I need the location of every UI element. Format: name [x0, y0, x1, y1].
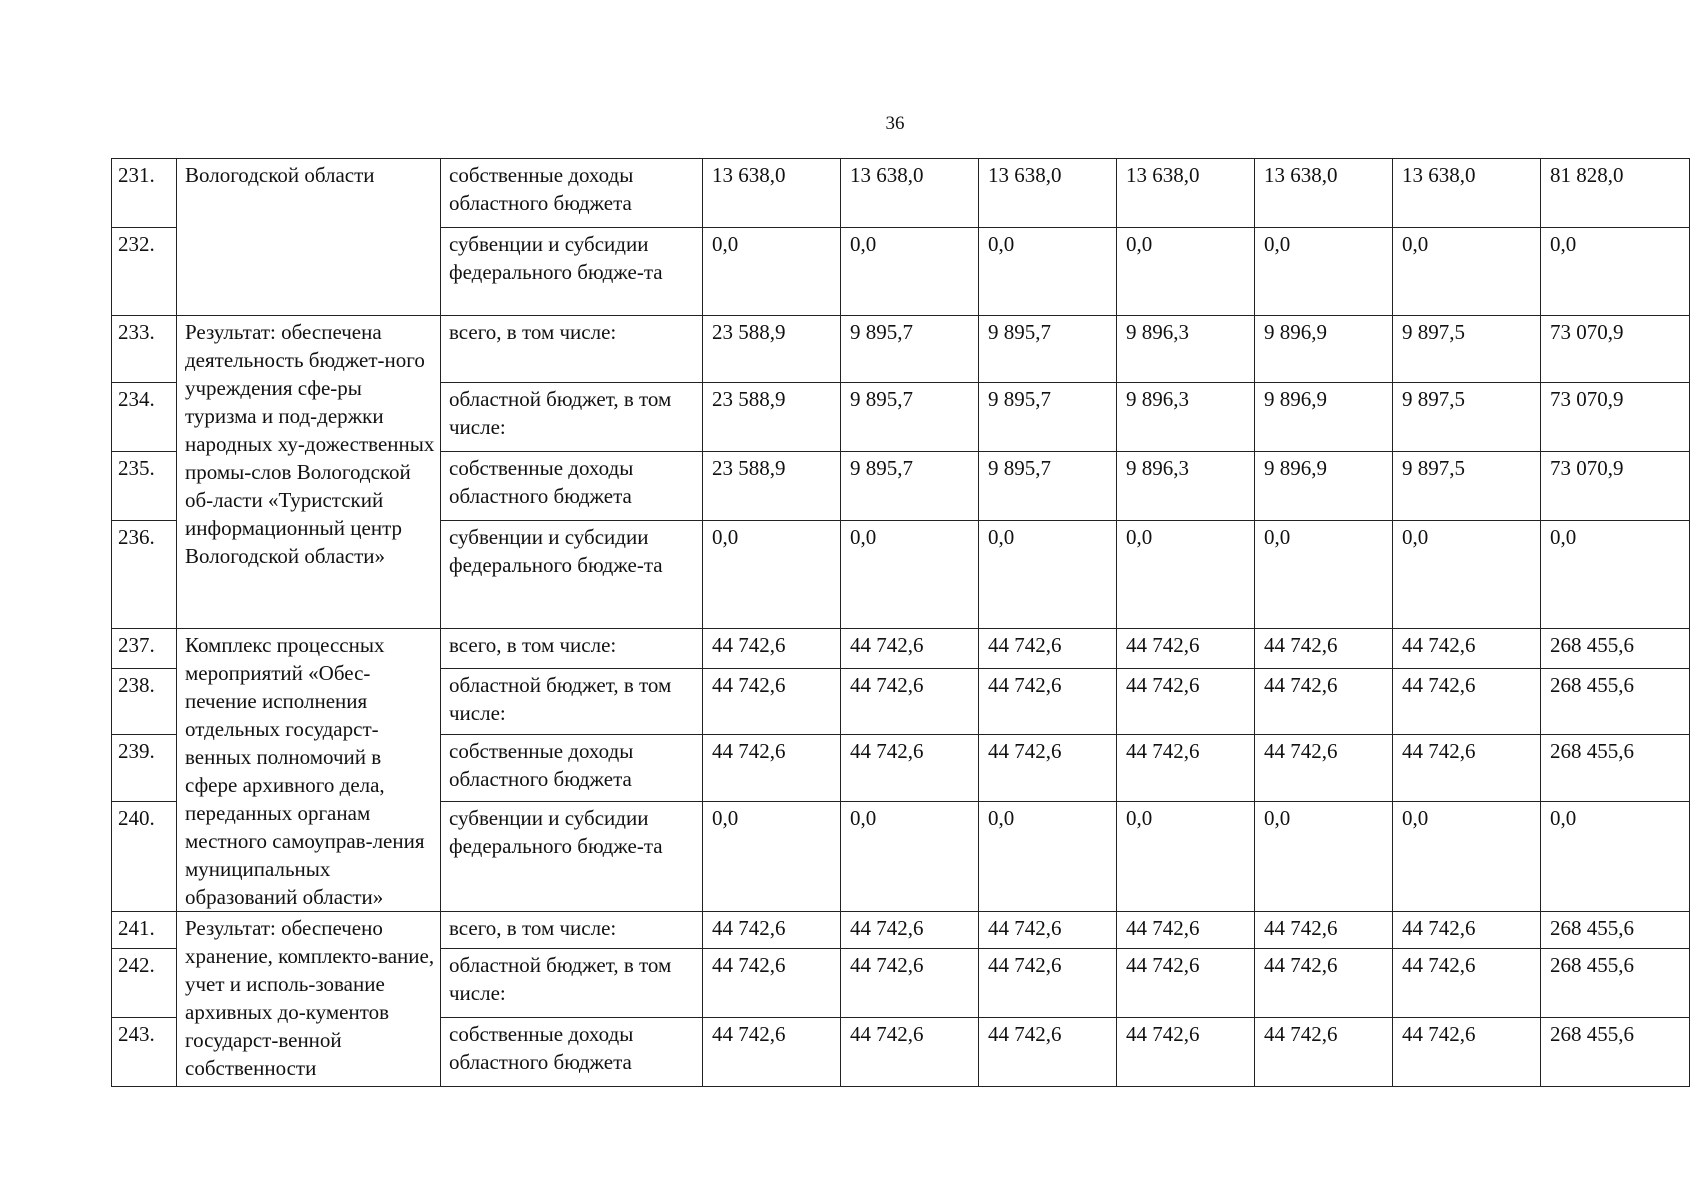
- year-value-cell: 44 742,6: [979, 912, 1117, 949]
- row-number-cell: 235.: [112, 452, 177, 521]
- year-value-cell: 0,0: [979, 228, 1117, 316]
- year-value-cell: 23 588,9: [703, 316, 841, 383]
- funding-source-cell: всего, в том числе:: [441, 629, 703, 669]
- year-value-cell: 0,0: [979, 521, 1117, 629]
- year-value-cell: 9 896,3: [1117, 316, 1255, 383]
- funding-source-cell: субвенции и субсидии федерального бюдже-та: [441, 521, 703, 629]
- year-value-cell: 44 742,6: [979, 735, 1117, 801]
- year-value-cell: 0,0: [841, 228, 979, 316]
- year-value-cell: 44 742,6: [1393, 912, 1541, 949]
- total-value-cell: 268 455,6: [1541, 669, 1690, 735]
- row-number-cell: 237.: [112, 629, 177, 669]
- year-value-cell: 44 742,6: [1393, 629, 1541, 669]
- funding-source-cell: субвенции и субсидии федерального бюдже-та: [441, 228, 703, 316]
- funding-source-cell: собственные доходы областного бюджета: [441, 452, 703, 521]
- year-value-cell: 9 895,7: [979, 383, 1117, 452]
- year-value-cell: 0,0: [1117, 801, 1255, 911]
- total-value-cell: 73 070,9: [1541, 316, 1690, 383]
- budget-table: [111, 158, 1690, 1087]
- year-value-cell: 9 896,9: [1255, 316, 1393, 383]
- year-value-cell: 44 742,6: [979, 629, 1117, 669]
- description-cell: Результат: обеспечено хранение, комплекто-вание, учет и исполь-зование архивных до-кументов государст-венной собственности: [177, 912, 441, 1087]
- total-value-cell: 73 070,9: [1541, 383, 1690, 452]
- year-value-cell: 44 742,6: [1255, 949, 1393, 1018]
- total-value-cell: 0,0: [1541, 228, 1690, 316]
- year-value-cell: 44 742,6: [1255, 1018, 1393, 1087]
- row-number-cell: 238.: [112, 669, 177, 735]
- total-value-cell: 0,0: [1541, 521, 1690, 629]
- year-value-cell: 44 742,6: [1255, 629, 1393, 669]
- year-value-cell: 0,0: [1393, 801, 1541, 911]
- year-value-cell: 9 896,3: [1117, 383, 1255, 452]
- year-value-cell: 0,0: [703, 228, 841, 316]
- table-row: [112, 316, 1690, 383]
- year-value-cell: 44 742,6: [703, 949, 841, 1018]
- year-value-cell: 9 897,5: [1393, 452, 1541, 521]
- year-value-cell: 13 638,0: [1117, 159, 1255, 228]
- year-value-cell: 44 742,6: [703, 669, 841, 735]
- year-value-cell: 0,0: [1393, 521, 1541, 629]
- table-row: [112, 912, 1690, 949]
- year-value-cell: 23 588,9: [703, 383, 841, 452]
- year-value-cell: 9 895,7: [841, 316, 979, 383]
- year-value-cell: 9 897,5: [1393, 383, 1541, 452]
- year-value-cell: 44 742,6: [841, 1018, 979, 1087]
- year-value-cell: 44 742,6: [1117, 949, 1255, 1018]
- row-number-cell: 242.: [112, 949, 177, 1018]
- year-value-cell: 44 742,6: [979, 949, 1117, 1018]
- year-value-cell: 13 638,0: [1393, 159, 1541, 228]
- year-value-cell: 44 742,6: [1255, 735, 1393, 801]
- row-number-cell: 243.: [112, 1018, 177, 1087]
- funding-source-cell: всего, в том числе:: [441, 316, 703, 383]
- year-value-cell: 0,0: [1255, 228, 1393, 316]
- year-value-cell: 9 896,9: [1255, 452, 1393, 521]
- year-value-cell: 44 742,6: [1255, 669, 1393, 735]
- total-value-cell: 81 828,0: [1541, 159, 1690, 228]
- year-value-cell: 0,0: [703, 521, 841, 629]
- year-value-cell: 0,0: [1255, 521, 1393, 629]
- year-value-cell: 44 742,6: [1393, 949, 1541, 1018]
- year-value-cell: 44 742,6: [1117, 629, 1255, 669]
- total-value-cell: 268 455,6: [1541, 1018, 1690, 1087]
- year-value-cell: 23 588,9: [703, 452, 841, 521]
- row-number-cell: 236.: [112, 521, 177, 629]
- year-value-cell: 9 895,7: [979, 452, 1117, 521]
- funding-source-cell: собственные доходы областного бюджета: [441, 1018, 703, 1087]
- year-value-cell: 44 742,6: [1393, 669, 1541, 735]
- year-value-cell: 44 742,6: [1117, 1018, 1255, 1087]
- table-row: [112, 629, 1690, 669]
- year-value-cell: 44 742,6: [1117, 735, 1255, 801]
- year-value-cell: 0,0: [703, 801, 841, 911]
- total-value-cell: 268 455,6: [1541, 912, 1690, 949]
- total-value-cell: 268 455,6: [1541, 629, 1690, 669]
- year-value-cell: 44 742,6: [841, 949, 979, 1018]
- year-value-cell: 44 742,6: [841, 735, 979, 801]
- funding-source-cell: всего, в том числе:: [441, 912, 703, 949]
- total-value-cell: 268 455,6: [1541, 949, 1690, 1018]
- funding-source-cell: областной бюджет, в том числе:: [441, 383, 703, 452]
- row-number-cell: 240.: [112, 801, 177, 911]
- row-number-cell: 231.: [112, 159, 177, 228]
- year-value-cell: 9 897,5: [1393, 316, 1541, 383]
- funding-source-cell: областной бюджет, в том числе:: [441, 669, 703, 735]
- year-value-cell: 13 638,0: [979, 159, 1117, 228]
- year-value-cell: 44 742,6: [841, 629, 979, 669]
- year-value-cell: 0,0: [841, 521, 979, 629]
- year-value-cell: 0,0: [979, 801, 1117, 911]
- page-number: 36: [885, 113, 905, 134]
- year-value-cell: 0,0: [1117, 228, 1255, 316]
- description-cell: Вологодской области: [177, 159, 441, 316]
- year-value-cell: 0,0: [1117, 521, 1255, 629]
- funding-source-cell: областной бюджет, в том числе:: [441, 949, 703, 1018]
- row-number-cell: 239.: [112, 735, 177, 801]
- description-cell: Результат: обеспечена деятельность бюджет-ного учреждения сфе-ры туризма и под-держки народных ху-дожественных промы-слов Вологодской об-ласти «Туристский информационный центр Вологодской области»: [177, 316, 441, 629]
- funding-source-cell: собственные доходы областного бюджета: [441, 735, 703, 801]
- year-value-cell: 9 895,7: [841, 383, 979, 452]
- year-value-cell: 0,0: [1255, 801, 1393, 911]
- table-row: [112, 159, 1690, 228]
- year-value-cell: 44 742,6: [1117, 912, 1255, 949]
- year-value-cell: 13 638,0: [703, 159, 841, 228]
- year-value-cell: 44 742,6: [1393, 1018, 1541, 1087]
- year-value-cell: 44 742,6: [703, 629, 841, 669]
- year-value-cell: 44 742,6: [979, 1018, 1117, 1087]
- year-value-cell: 9 896,3: [1117, 452, 1255, 521]
- description-cell: Комплекс процессных мероприятий «Обес-печение исполнения отдельных государст-венных полномочий в сфере архивного дела, переданных органам местного самоуправ-ления муниципальных образований области»: [177, 629, 441, 912]
- year-value-cell: 0,0: [841, 801, 979, 911]
- funding-source-cell: субвенции и субсидии федерального бюдже-та: [441, 801, 703, 911]
- year-value-cell: 44 742,6: [841, 669, 979, 735]
- row-number-cell: 233.: [112, 316, 177, 383]
- year-value-cell: 44 742,6: [841, 912, 979, 949]
- funding-source-cell: собственные доходы областного бюджета: [441, 159, 703, 228]
- row-number-cell: 241.: [112, 912, 177, 949]
- year-value-cell: 44 742,6: [703, 1018, 841, 1087]
- year-value-cell: 9 896,9: [1255, 383, 1393, 452]
- row-number-cell: 232.: [112, 228, 177, 316]
- row-number-cell: 234.: [112, 383, 177, 452]
- year-value-cell: 44 742,6: [703, 735, 841, 801]
- total-value-cell: 73 070,9: [1541, 452, 1690, 521]
- year-value-cell: 44 742,6: [1255, 912, 1393, 949]
- year-value-cell: 44 742,6: [979, 669, 1117, 735]
- year-value-cell: 0,0: [1393, 228, 1541, 316]
- year-value-cell: 44 742,6: [1117, 669, 1255, 735]
- year-value-cell: 13 638,0: [1255, 159, 1393, 228]
- year-value-cell: 9 895,7: [841, 452, 979, 521]
- total-value-cell: 0,0: [1541, 801, 1690, 911]
- year-value-cell: 44 742,6: [1393, 735, 1541, 801]
- year-value-cell: 9 895,7: [979, 316, 1117, 383]
- year-value-cell: 44 742,6: [703, 912, 841, 949]
- total-value-cell: 268 455,6: [1541, 735, 1690, 801]
- year-value-cell: 13 638,0: [841, 159, 979, 228]
